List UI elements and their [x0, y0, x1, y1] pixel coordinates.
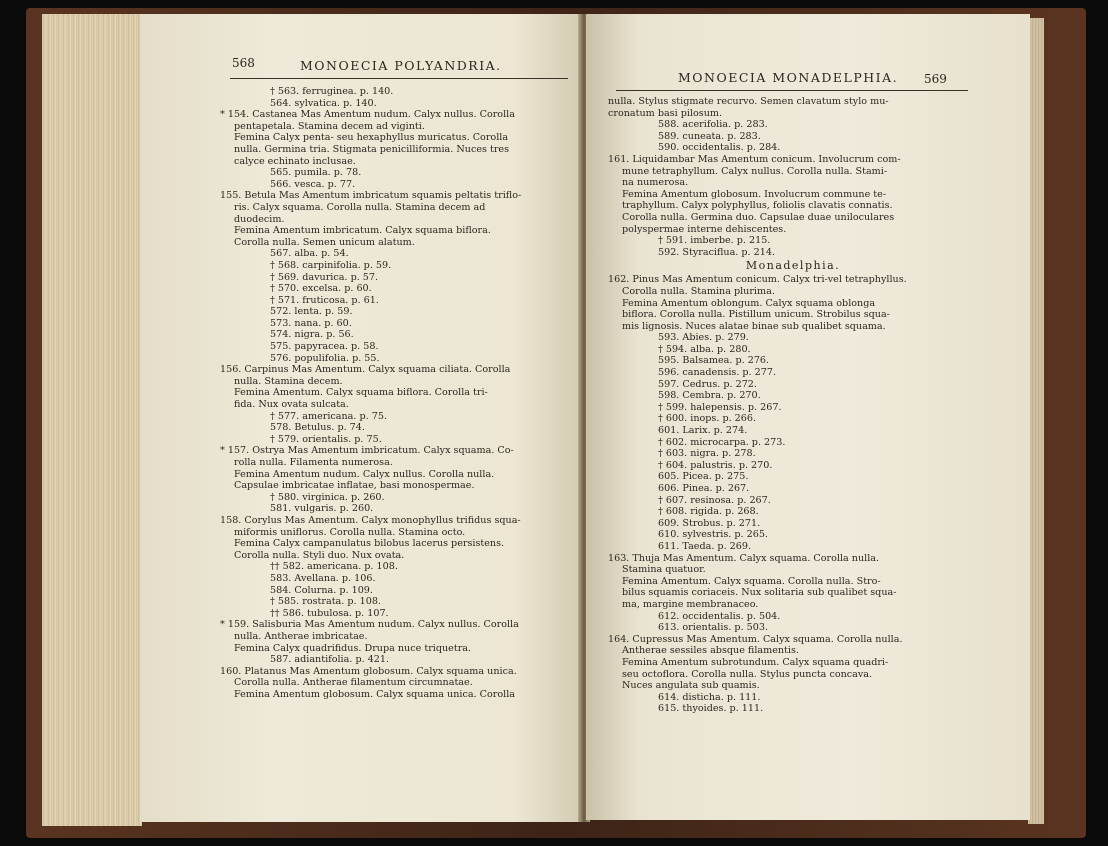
- text-line: Corolla nulla. Antherae filamentum circumnatae.: [234, 677, 473, 689]
- running-header: MONOECIA MONADELPHIA.: [678, 70, 899, 85]
- text-line: † 608. rigida. p. 268.: [658, 506, 759, 518]
- text-line: Nuces angulata sub quamis.: [622, 680, 760, 692]
- text-line: 596. canadensis. p. 277.: [658, 367, 777, 379]
- text-line: † 591. imberbe. p. 215.: [658, 235, 771, 247]
- right-page: [586, 14, 1030, 820]
- left-page-text: [220, 86, 570, 700]
- text-line: † 594. alba. p. 280.: [658, 343, 751, 355]
- text-line: † 570. excelsa. p. 60.: [270, 283, 372, 295]
- text-line: 573. nana. p. 60.: [270, 317, 352, 329]
- text-line: 574. nigra. p. 56.: [270, 329, 354, 341]
- text-line: † 580. virginica. p. 260.: [270, 491, 385, 503]
- text-line: 587. adiantifolia. p. 421.: [270, 654, 390, 666]
- text-line: * 154. Castanea Mas Amentum nudum. Calyx nullus. Corolla: [220, 109, 515, 121]
- text-line: ma, margine membranaceo.: [622, 598, 759, 610]
- text-line: Femina Calyx campanulatus bilobus lacerus persistens.: [234, 538, 505, 550]
- text-line: 598. Cembra. p. 270.: [658, 390, 761, 402]
- text-line: 613. orientalis. p. 503.: [658, 622, 769, 634]
- text-line: 605. Picea. p. 275.: [658, 471, 749, 483]
- text-line: 610. sylvestris. p. 265.: [658, 529, 768, 541]
- text-line: 593. Abies. p. 279.: [658, 332, 749, 344]
- text-line: Corolla nulla. Styli duo. Nux ovata.: [234, 549, 405, 561]
- text-line: cronatum basi pilosum.: [608, 107, 723, 119]
- text-line: nulla. Stamina decem.: [234, 375, 343, 387]
- text-line: †† 582. americana. p. 108.: [270, 561, 398, 573]
- text-line: † 607. resinosa. p. 267.: [658, 494, 771, 506]
- text-line: 614. disticha. p. 111.: [658, 691, 761, 703]
- text-line: duodecim.: [234, 213, 285, 225]
- text-line: † 603. nigra. p. 278.: [658, 448, 756, 460]
- text-line: 601. Larix. p. 274.: [658, 425, 748, 437]
- text-line: calyce echinato inclusae.: [234, 155, 356, 167]
- running-header: MONOECIA POLYANDRIA.: [300, 58, 502, 73]
- text-line: 588. acerifolia. p. 283.: [658, 119, 768, 131]
- section-title: Monadelphia.: [745, 259, 841, 273]
- header-rule: [616, 90, 968, 91]
- text-line: nulla. Stylus stigmate recurvo. Semen clavatum stylo mu-: [608, 96, 889, 107]
- header-rule: [230, 78, 568, 79]
- text-line: † 579. orientalis. p. 75.: [270, 433, 382, 445]
- text-line: 578. Betulus. p. 74.: [270, 422, 365, 434]
- text-line: Femina Amentum globosum. Involucrum commune te-: [622, 188, 887, 200]
- text-line: 615. thyoides. p. 111.: [658, 703, 764, 715]
- text-line: Femina Amentum nudum. Calyx nullus. Corolla nulla.: [234, 468, 495, 480]
- text-line: † 571. fruticosa. p. 61.: [270, 294, 379, 306]
- text-line: na numerosa.: [622, 177, 689, 189]
- page-number: 569: [924, 72, 947, 86]
- text-line: † 602. microcarpa. p. 273.: [658, 436, 786, 448]
- text-line: 564. sylvatica. p. 140.: [270, 97, 377, 109]
- text-line: † 568. carpinifolia. p. 59.: [270, 259, 392, 271]
- text-line: 611. Taeda. p. 269.: [658, 540, 752, 552]
- text-line: biflora. Corolla nulla. Pistillum unicum. Strobilus squa-: [622, 309, 890, 321]
- page-edges-left: [42, 14, 142, 826]
- text-line: Femina Amentum imbricatum. Calyx squama biflora.: [234, 225, 491, 237]
- text-line: 606. Pinea. p. 267.: [658, 483, 750, 494]
- text-line: 612. occidentalis. p. 504.: [658, 610, 781, 622]
- text-line: 565. pumila. p. 78.: [270, 167, 362, 179]
- text-line: Stamina quatuor.: [622, 564, 706, 576]
- text-line: † 599. halepensis. p. 267.: [658, 401, 782, 413]
- text-line: † 577. americana. p. 75.: [270, 410, 387, 422]
- text-line: mune tetraphyllum. Calyx nullus. Corolla nulla. Stami-: [622, 165, 888, 177]
- text-line: 155. Betula Mas Amentum imbricatum squamis peltatis triflo-: [220, 190, 522, 202]
- text-line: 572. lenta. p. 59.: [270, 306, 353, 318]
- text-line: Femina Amentum. Calyx squama biflora. Corolla tri-: [234, 387, 488, 399]
- text-line: * 159. Salisburia Mas Amentum nudum. Calyx nullus. Corolla: [220, 619, 519, 631]
- text-line: 163. Thuja Mas Amentum. Calyx squama. Corolla nulla.: [608, 552, 880, 564]
- text-line: seu octoflora. Corolla nulla. Stylus puncta concava.: [622, 668, 873, 680]
- text-line: rolla nulla. Filamenta numerosa.: [234, 457, 393, 468]
- text-line: 160. Platanus Mas Amentum globosum. Calyx squama unica.: [220, 665, 517, 677]
- text-line: polyspermae interne dehiscentes.: [622, 223, 787, 235]
- text-line: bilus squamis coriaceis. Nux solitaria sub qualibet squa-: [622, 587, 897, 599]
- text-line: miformis uniflorus. Corolla nulla. Stamina octo.: [234, 526, 466, 538]
- text-line: 158. Corylus Mas Amentum. Calyx monophyllus trifidus squa-: [220, 514, 521, 526]
- left-page: [140, 14, 580, 822]
- text-line: † 604. palustris. p. 270.: [658, 459, 773, 471]
- text-line: Femina Calyx penta- seu hexaphyllus muricatus. Corolla: [234, 132, 509, 144]
- text-line: 164. Cupressus Mas Amentum. Calyx squama. Corolla nulla.: [608, 633, 903, 645]
- text-line: 581. vulgaris. p. 260.: [270, 503, 374, 515]
- text-line: ris. Calyx squama. Corolla nulla. Stamina decem ad: [234, 201, 486, 213]
- text-line: Capsulae imbricatae inflatae, basi monospermae.: [234, 480, 475, 492]
- text-line: 567. alba. p. 54.: [270, 248, 349, 260]
- text-line: 589. cuneata. p. 283.: [658, 130, 761, 142]
- text-line: 566. vesca. p. 77.: [270, 178, 356, 190]
- text-line: Corolla nulla. Semen unicum alatum.: [234, 236, 415, 248]
- text-line: 592. Styraciflua. p. 214.: [658, 246, 776, 258]
- text-line: traphyllum. Calyx polyphyllus, foliolis clavatis connatis.: [622, 200, 893, 212]
- text-line: 575. papyracea. p. 58.: [270, 341, 379, 353]
- text-line: Femina Amentum. Calyx squama. Corolla nulla. Stro-: [622, 575, 881, 587]
- text-line: † 585. rostrata. p. 108.: [270, 596, 381, 608]
- text-line: Femina Calyx quadrifidus. Drupa nuce triquetra.: [234, 642, 472, 654]
- text-line: †† 586. tubulosa. p. 107.: [270, 607, 389, 619]
- text-line: mis lignosis. Nuces alatae binae sub qualibet squama.: [622, 320, 886, 332]
- text-line: 609. Strobus. p. 271.: [658, 517, 761, 529]
- text-line: 156. Carpinus Mas Amentum. Calyx squama ciliata. Corolla: [220, 364, 511, 376]
- text-line: pentapetala. Stamina decem ad viginti.: [234, 120, 425, 132]
- text-line: 590. occidentalis. p. 284.: [658, 142, 781, 154]
- right-page-text: [608, 96, 978, 715]
- text-line: 595. Balsamea. p. 276.: [658, 355, 770, 367]
- text-line: Antherae sessiles absque filamentis.: [622, 645, 799, 657]
- text-line: Femina Amentum globosum. Calyx squama unica. Corolla: [234, 688, 515, 700]
- text-line: † 563. ferruginea. p. 140.: [270, 86, 394, 97]
- text-line: Corolla nulla. Germina duo. Capsulae duae uniloculares: [622, 211, 895, 223]
- text-line: Femina Amentum subrotundum. Calyx squama quadri-: [622, 656, 889, 668]
- text-line: 583. Avellana. p. 106.: [270, 572, 376, 584]
- text-line: * 157. Ostrya Mas Amentum imbricatum. Calyx squama. Co-: [220, 445, 514, 457]
- text-line: † 600. inops. p. 266.: [658, 413, 757, 425]
- text-line: 576. populifolia. p. 55.: [270, 352, 380, 364]
- text-line: † 569. davurica. p. 57.: [270, 271, 379, 283]
- text-line: nulla. Germina tria. Stigmata penicilliformia. Nuces tres: [234, 143, 510, 155]
- text-line: 162. Pinus Mas Amentum conicum. Calyx tri-vel tetraphyllus.: [608, 274, 907, 286]
- page-number: 568: [232, 56, 255, 70]
- text-line: 161. Liquidambar Mas Amentum conicum. Involucrum com-: [608, 153, 901, 165]
- page-edges-right: [1028, 18, 1044, 824]
- text-line: fida. Nux ovata sulcata.: [234, 399, 349, 411]
- text-line: 597. Cedrus. p. 272.: [658, 378, 757, 390]
- text-line: 584. Colurna. p. 109.: [270, 584, 373, 596]
- text-line: nulla. Antherae imbricatae.: [234, 630, 368, 642]
- text-line: Corolla nulla. Stamina plurima.: [622, 285, 775, 297]
- text-line: Femina Amentum oblongum. Calyx squama oblonga: [622, 297, 876, 309]
